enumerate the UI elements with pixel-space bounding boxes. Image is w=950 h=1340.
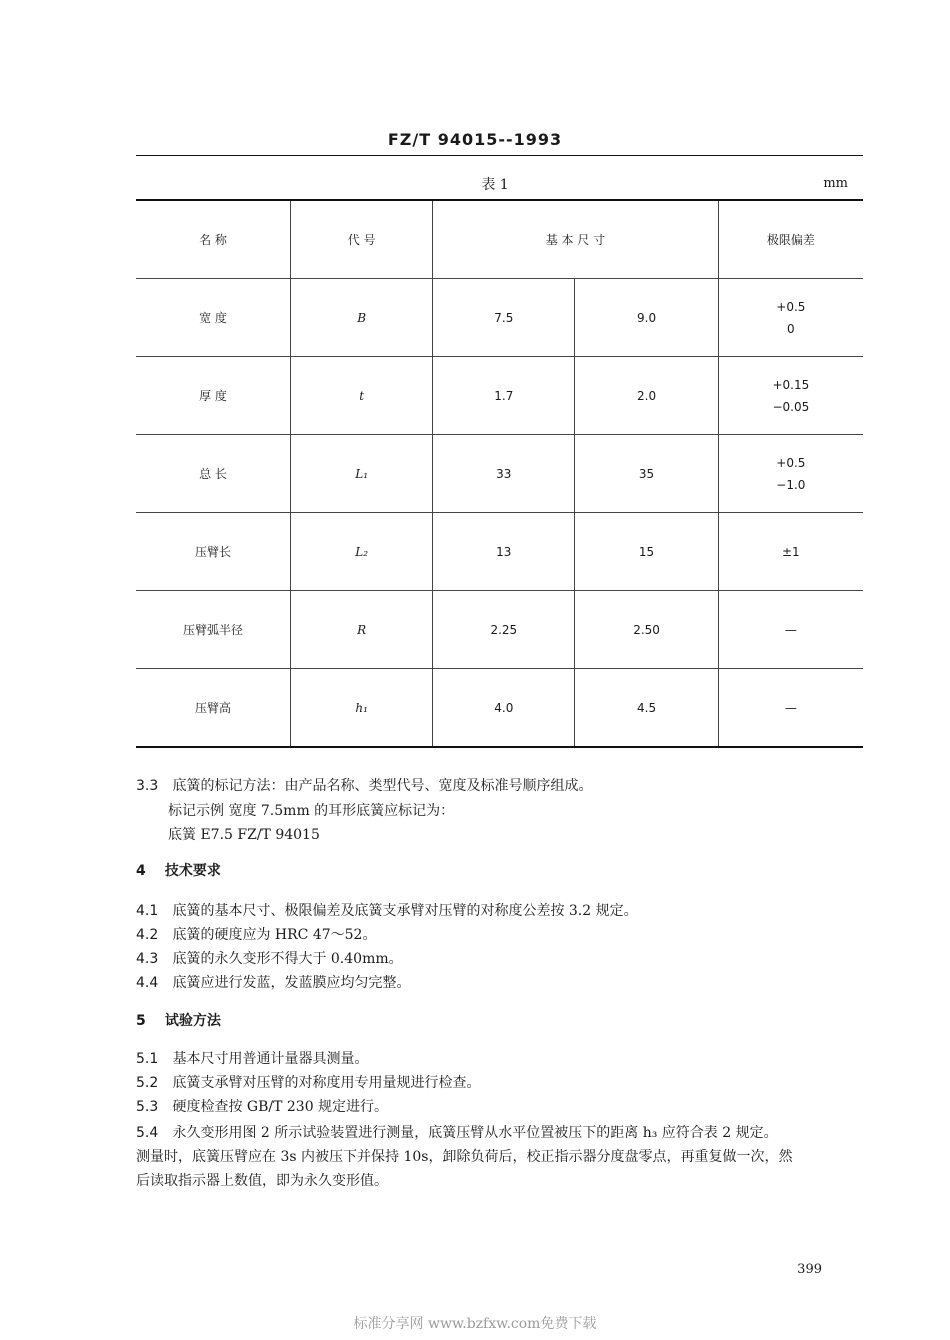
standard-code-header: FZ/T 94015--1993 (387, 130, 563, 149)
clause-text: 底簧的基本尺寸、极限偏差及底簧支承臂对压臂的对称度公差按 3.2 规定。 (172, 903, 638, 919)
table-row (136, 591, 863, 669)
header-rule (136, 155, 863, 156)
row-tolerance (718, 435, 863, 513)
row-size-1: 33 (433, 435, 575, 513)
row-code: h₁ (291, 669, 433, 748)
clause-text: 底簧的硬度应为 HRC 47～52。 (172, 927, 377, 943)
marking-example-code: 底簧 E7.5 FZ/T 94015 (168, 827, 320, 843)
clause-number: 3.3 (136, 778, 159, 794)
table-row (136, 279, 863, 357)
row-size-1: 2.25 (433, 591, 575, 669)
tolerance-lower: −0.05 (772, 399, 810, 414)
clause-number: 5.3 (136, 1099, 159, 1115)
clause-text: 底簧的标记方法：由产品名称、类型代号、宽度及标准号顺序组成。 (172, 778, 593, 794)
clause-text: 底簧的永久变形不得大于 0.40mm。 (172, 951, 403, 967)
clause-3-3 (136, 776, 592, 796)
row-size-1: 1.7 (433, 357, 575, 435)
row-name: 厚 度 (136, 357, 291, 435)
clause-number: 5.2 (136, 1075, 159, 1091)
table-header-row (136, 200, 863, 279)
header-code: 代 号 (291, 200, 433, 279)
clause-text: 底簧支承臂对压臂的对称度用专用量规进行检查。 (172, 1075, 481, 1091)
dimension-table (136, 199, 863, 748)
clause-number: 5.4 (136, 1125, 159, 1141)
table-row (136, 513, 863, 591)
row-name: 宽 度 (136, 279, 291, 357)
tolerance-lower: 0 (787, 321, 795, 336)
clause-5-1 (136, 1049, 368, 1069)
row-size-2: 2.0 (575, 357, 718, 435)
table-caption: 表 1 (481, 177, 509, 193)
section-title: 技术要求 (164, 863, 221, 879)
row-name: 压臂长 (136, 513, 291, 591)
row-tolerance: — (718, 591, 863, 669)
clause-4-2 (136, 925, 376, 945)
row-name: 总 长 (136, 435, 291, 513)
row-tolerance (718, 357, 863, 435)
row-tolerance: — (718, 669, 863, 748)
row-code: L₂ (291, 513, 433, 591)
clause-text: 基本尺寸用普通计量器具测量。 (172, 1051, 369, 1067)
table-row (136, 669, 863, 748)
clause-5-4-line-2: 测量时，底簧压臂应在 3s 内被压下并保持 10s，卸除负荷后，校正指示器分度盘零点，再重复做一次，然 (136, 1149, 793, 1165)
row-code: L₁ (291, 435, 433, 513)
clause-4-3 (136, 949, 403, 969)
clause-5-3 (136, 1097, 388, 1117)
row-tolerance (718, 279, 863, 357)
clause-text: 硬度检查按 GB/T 230 规定进行。 (172, 1099, 389, 1115)
clause-5-2 (136, 1073, 480, 1093)
row-code: B (291, 279, 433, 357)
section-title: 试验方法 (164, 1013, 221, 1029)
clause-number: 5.1 (136, 1051, 159, 1067)
tolerance-lower: −1.0 (776, 477, 806, 492)
section-5-heading (136, 1011, 221, 1031)
tolerance-upper: +0.15 (772, 377, 810, 392)
page-number: 399 (797, 1262, 822, 1277)
section-number: 5 (136, 1013, 146, 1029)
clause-4-1 (136, 901, 638, 921)
header-name: 名 称 (136, 200, 291, 279)
row-name: 压臂弧半径 (136, 591, 291, 669)
header-tolerance: 极限偏差 (718, 200, 863, 279)
row-size-1: 4.0 (433, 669, 575, 748)
tolerance-upper: +0.5 (776, 299, 806, 314)
clause-number: 4.4 (136, 975, 159, 991)
clause-5-4 (136, 1123, 778, 1143)
header-basic-size: 基 本 尺 寸 (433, 200, 718, 279)
clause-text: 底簧应进行发蓝，发蓝膜应均匀完整。 (172, 975, 411, 991)
row-size-2: 35 (575, 435, 718, 513)
clause-number: 4.2 (136, 927, 159, 943)
row-size-1: 13 (433, 513, 575, 591)
section-4-heading (136, 861, 221, 881)
clause-number: 4.1 (136, 903, 159, 919)
table-row (136, 435, 863, 513)
clause-number: 4.3 (136, 951, 159, 967)
row-size-2: 9.0 (575, 279, 718, 357)
row-size-1: 7.5 (433, 279, 575, 357)
marking-example: 标记示例 宽度 7.5mm 的耳形底簧应标记为： (168, 803, 455, 819)
row-size-2: 2.50 (575, 591, 718, 669)
clause-5-4-line-3: 后读取指示器上数值，即为永久变形值。 (136, 1173, 388, 1189)
clause-text-line-1: 永久变形用图 2 所示试验装置进行测量，底簧压臂从水平位置被压下的距离 h₃ 应符合表 2 规定。 (172, 1125, 778, 1141)
footer-watermark: 标准分享网 www.bzfxw.com免费下载 (353, 1316, 597, 1332)
row-size-2: 4.5 (575, 669, 718, 748)
row-name: 压臂高 (136, 669, 291, 748)
clause-4-4 (136, 973, 410, 993)
tolerance-upper: +0.5 (776, 455, 806, 470)
row-size-2: 15 (575, 513, 718, 591)
row-code: R (291, 591, 433, 669)
row-tolerance: ±1 (718, 513, 863, 591)
table-row (136, 357, 863, 435)
section-number: 4 (136, 863, 146, 879)
row-code: t (291, 357, 433, 435)
table-unit: mm (823, 176, 848, 191)
